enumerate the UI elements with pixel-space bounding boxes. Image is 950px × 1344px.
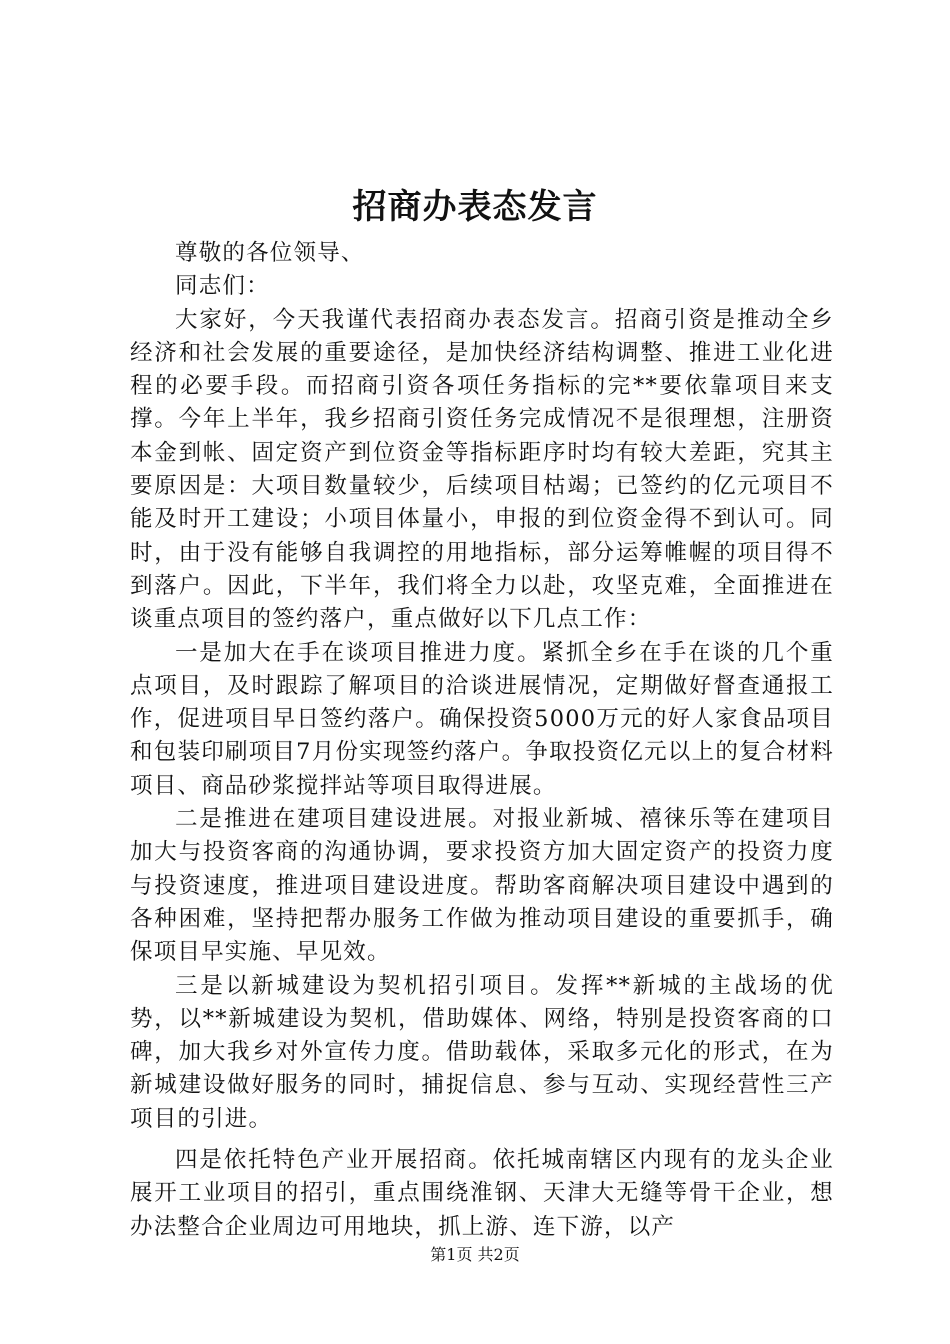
document-body: [130, 237, 834, 1244]
salutation-line: 尊敬的各位领导、: [175, 240, 365, 266]
page-number-footer: 第1页 共2页: [430, 1245, 520, 1264]
body-paragraph: 四是依托特色产业开展招商。依托城南辖区内现有的龙头企业展开工业项目的招引，重点围绕淮钢、天津大无缝等骨干企业，想办法整合企业周边可用地块，抓上游、连下游，以产: [130, 1147, 834, 1240]
body-paragraph: 一是加大在手在谈项目推进力度。紧抓全乡在手在谈的几个重点项目，及时跟踪了解项目的洽谈进展情况，定期做好督查通报工作，促进项目早日签约落户。确保投资5000万元的好人家食品项目和包装印刷项目7月份实现签约落户。争取投资亿元以上的复合材料项目、商品砂浆搅拌站等项目取得进展。: [130, 639, 834, 799]
body-paragraph: 二是推进在建项目建设进展。对报业新城、禧徕乐等在建项目加大与投资客商的沟通协调，要求投资方加大固定资产的投资力度与投资速度，推进项目建设进度。帮助客商解决项目建设中遇到的各种困难，坚持把帮办服务工作做为推动项目建设的重要抓手，确保项目早实施、早见效。: [130, 806, 834, 966]
document-title: 招商办表态发言: [352, 187, 598, 227]
salutation-line: 同志们：: [175, 273, 270, 300]
body-paragraph: 大家好，今天我谨代表招商办表态发言。招商引资是推动全乡经济和社会发展的重要途径，是加快经济结构调整、推进工业化进程的必要手段。而招商引资各项任务指标的完**要依靠项目来支撑。今年上半年，我乡招商引资任务完成情况不是很理想，注册资本金到帐、固定资产到位资金等指标距序时均有较大差距，究其主要原因是：大项目数量较少，后续项目枯竭；已签约的亿元项目不能及时开工建设；小项目体量小，申报的到位资金得不到认可。同时，由于没有能够自我调控的用地指标，部分运筹帷幄的项目得不到落户。因此，下半年，我们将全力以赴，攻坚克难，全面推进在谈重点项目的签约落户，重点做好以下几点工作：: [130, 306, 834, 633]
body-paragraph: 三是以新城建设为契机招引项目。发挥**新城的主战场的优势，以**新城建设为契机，借助媒体、网络，特别是投资客商的口碑，加大我乡对外宣传力度。借助载体，采取多元化的形式，在为新城建设做好服务的同时，捕捉信息、参与互动、实现经营性三产项目的引进。: [130, 972, 834, 1132]
